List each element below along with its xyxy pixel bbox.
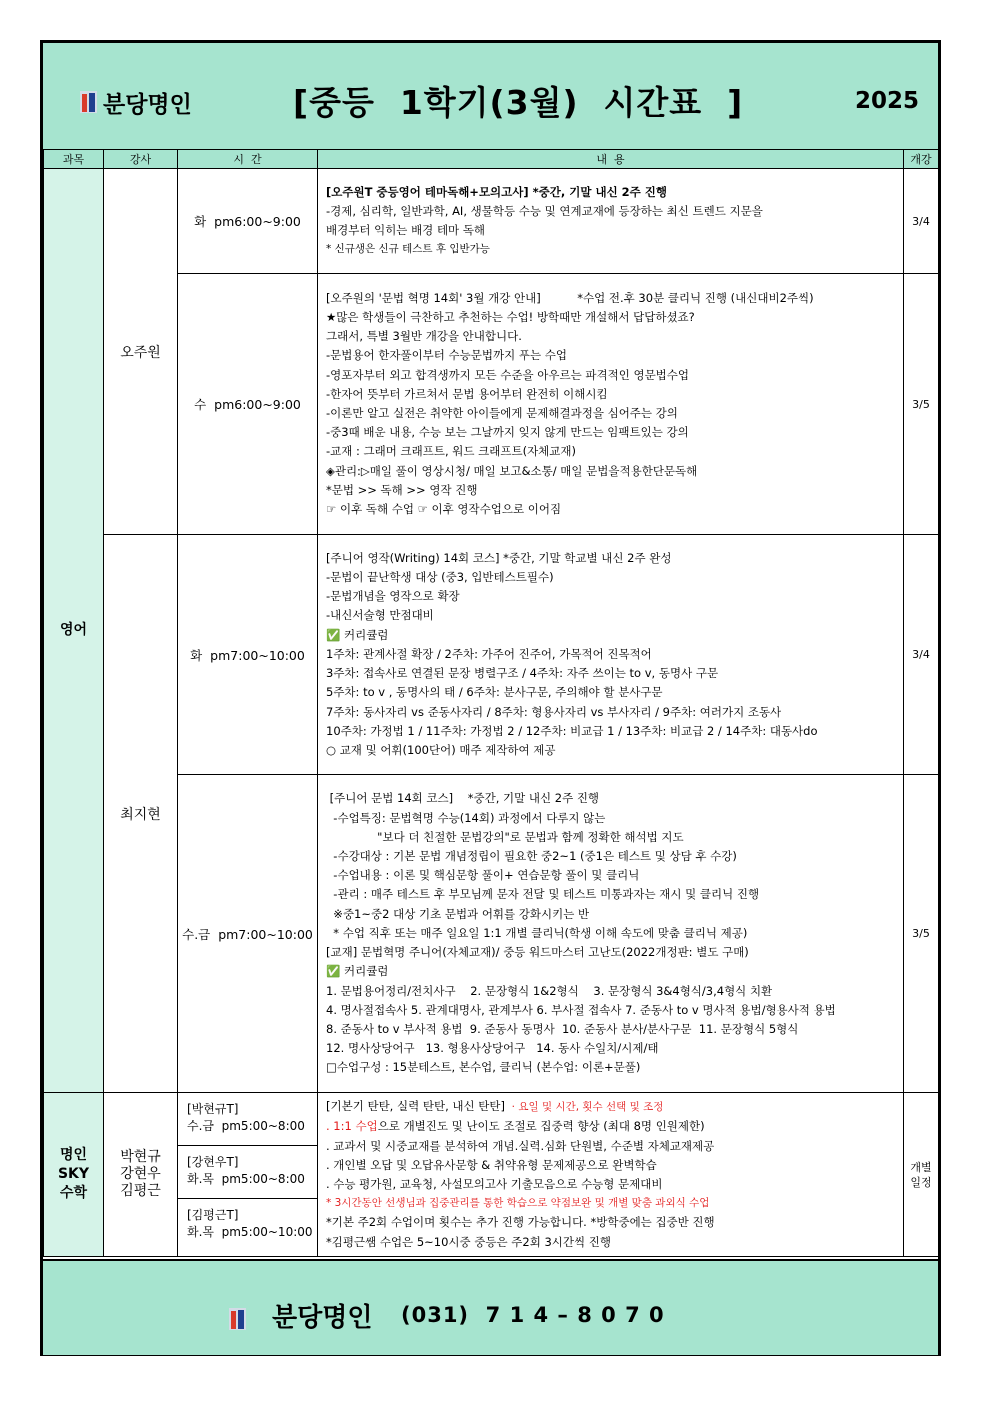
table-row	[44, 274, 939, 535]
page-title: [중등 1학기(3월) 시간표 ]	[293, 83, 744, 122]
start-date: 3/4	[904, 169, 939, 274]
page-header	[43, 43, 938, 151]
slot-time: 수.금 pm5:00~8:00	[187, 1119, 305, 1133]
col-header-start: 개강	[904, 150, 939, 169]
curriculum-line: 1. 문법용어정리/전치사구 2. 문장형식 1&2형식 3. 문장형식 3&4형식/3,4형식 치환	[326, 983, 773, 998]
page-footer	[43, 1259, 938, 1355]
slot-time: 화.목 pm5:00~8:00	[187, 1172, 305, 1186]
slot-time: 화.목 pm5:00~10:00	[187, 1225, 313, 1239]
course-title: [주니어 문법 14회 코스] *중간, 기말 내신 2주 진행	[326, 791, 600, 806]
description-line: *기본 주2회 수업이며 횟수는 추가 진행 가능합니다. *방학중에는 집중반 진행	[326, 1215, 715, 1230]
time-slot	[178, 1146, 317, 1199]
description-line: -영포자부터 외고 합격생까지 모든 수준을 아우르는 파격적인 영문법수업	[326, 367, 690, 382]
curriculum-line: 4. 명사절접속사 5. 관계대명사, 관계부사 6. 부사절 접속사 7. 준동사 to v 명사적 용법/형용사적 용법	[326, 1002, 836, 1017]
start-date: 3/5	[904, 274, 939, 535]
slot-teacher: [김평근T]	[187, 1208, 239, 1222]
curriculum-line: 8. 준동사 to v 부사적 용법 9. 준동사 동명사 10. 준동사 분사/분사구문 11. 문장형식 5형식	[326, 1021, 799, 1036]
description-line: *김평근쌤 수업은 5~10시중 중등은 주2회 3시간씩 진행	[326, 1234, 611, 1249]
subject-line: SKY	[57, 1166, 90, 1182]
academy-logo-icon	[80, 91, 97, 113]
class-time: 화 pm6:00~9:00	[178, 169, 318, 274]
table-row	[44, 169, 939, 274]
description-line: -문법용어 한자풀이부터 수능문법까지 푸는 수업	[326, 348, 567, 363]
description-line: "보다 더 친절한 문법강의"로 문법과 함께 정확한 해석법 지도	[326, 829, 684, 844]
course-title: [주니어 영작(Writing) 14회 코스] *중간, 기말 학교별 내신 2주 완성	[326, 550, 672, 565]
description-line: -수강대상 : 기본 문법 개념정립이 필요한 중2~1 (중1은 테스트 및 상담 후 수강)	[326, 849, 737, 864]
start-date: 3/4	[904, 535, 939, 775]
description-line: □수업구성 : 15분테스트, 본수업, 클리닉 (본수업: 이론+문풀)	[326, 1060, 641, 1075]
academy-logo-icon	[229, 1308, 246, 1330]
description-line: 그래서, 특별 3월반 개강을 안내합니다.	[326, 329, 522, 344]
description-line: -문법이 끝난학생 대상 (중3, 입반테스트필수)	[326, 570, 554, 585]
description-line: ※중1~중2 대상 기초 문법과 어휘를 강화시키는 반	[326, 906, 590, 921]
col-header-subject: 과목	[44, 150, 104, 169]
curriculum-heading: ✅ 커리큘럼	[326, 964, 389, 979]
curriculum-line: 12. 명사상당어구 13. 형용사상당어구 14. 동사 수일치/시제/태	[326, 1041, 659, 1056]
description-line: . 교과서 및 시중교재를 분석하여 개념.실력.심화 단원별, 수준별 자체교재제공	[326, 1138, 715, 1153]
col-header-content: 내 용	[318, 150, 904, 169]
teacher-choi-jihyun: 최지현	[104, 535, 178, 1093]
subject-line: 명인	[59, 1147, 88, 1163]
description-line: -한자어 뜻부터 가르쳐서 문법 용어부터 완전히 이해시킴	[326, 386, 608, 401]
description-line: *문법 >> 독해 >> 영작 진행	[326, 482, 478, 497]
phone-number: (031) 7 1 4 – 8 0 7 0	[401, 1303, 665, 1327]
time-slot	[178, 1093, 317, 1146]
description-line: -문법개념을 영작으로 확장	[326, 589, 460, 604]
curriculum-line: 5주차: to v , 동명사의 태 / 6주차: 분사구문, 주의해야 할 분사구문	[326, 685, 663, 700]
description-line: . 개인별 오답 및 오답유사문항 & 취약유형 문제제공으로 완벽학습	[326, 1157, 657, 1172]
course-title-line	[326, 1097, 895, 1117]
table-row	[44, 535, 939, 775]
math-teachers	[104, 1093, 178, 1257]
highlight-line: * 3시간동안 선생님과 집중관리를 통한 학습으로 약점보완 및 개별 맞춤 과외식 수업	[326, 1197, 710, 1210]
course-title: [기본기 탄탄, 실력 탄탄, 내신 탄탄]	[326, 1099, 505, 1114]
description-line: 배경부터 익히는 배경 테마 독해	[326, 223, 486, 237]
description-line: ☞ 이후 독해 수업 ☞ 이후 영작수업으로 이어짐	[326, 502, 562, 517]
description-line	[326, 1117, 895, 1136]
subject-math	[44, 1093, 104, 1257]
curriculum-line: 7주차: 동사자리 vs 준동사자리 / 8주차: 형용사자리 vs 부사자리 / 9주차: 여러가지 조동사	[326, 704, 782, 719]
description-line: -경제, 심리학, 일반과학, AI, 생물학등 수능 및 연계교재에 등장하는 최신 트렌드 지문을	[326, 203, 763, 218]
start-line: 일정	[910, 1175, 932, 1189]
subject-line: 수학	[59, 1185, 88, 1201]
description-text: 으로 개별진도 및 난이도 조절로 집중력 향상 (최대 8명 인원제한)	[377, 1119, 705, 1134]
slot-teacher: [박현규T]	[187, 1102, 239, 1116]
description-line: -수업특징: 문법혁명 수능(14회) 과정에서 다루지 않는	[326, 810, 606, 825]
teacher-name: 김평근	[120, 1183, 161, 1199]
description-line: -중3때 배운 내용, 수능 보는 그날까지 잊지 않게 만드는 임팩트있는 강의	[326, 425, 689, 440]
year: 2025	[855, 88, 920, 114]
description-line: ○ 교재 및 어휘(100단어) 매주 제작하여 제공	[326, 742, 556, 757]
description-line: -이론만 알고 실전은 취약한 아이들에게 문제해결과정을 심어주는 강의	[326, 406, 678, 420]
class-time: 수 pm6:00~9:00	[178, 274, 318, 535]
brand-name: 분당명인	[103, 92, 192, 118]
timetable-frame	[40, 40, 941, 1356]
course-title: [오주원T 중등영어 테마독해+모의고사] *중간, 기말 내신 2주 진행	[326, 184, 668, 199]
curriculum-line: 10주차: 가정법 1 / 11주차: 가정법 2 / 12주차: 비교급 1 / 13주차: 비교급 2 / 14주차: 대동사do	[326, 723, 818, 738]
teacher-name: 박현규	[120, 1149, 161, 1165]
description-line: -내신서술형 만점대비	[326, 608, 434, 623]
curriculum-line: 3주차: 접속사로 연결된 문장 병렬구조 / 4주차: 자주 쓰이는 to v, 동명사 구문	[326, 666, 719, 681]
footer-brand: 분당명인	[272, 1303, 373, 1333]
teacher-oh-juwon: 오주원	[104, 169, 178, 535]
table-row	[44, 1093, 939, 1257]
col-header-teacher: 강사	[104, 150, 178, 169]
table-row	[44, 775, 939, 1093]
description-line: -관리 : 매주 테스트 후 부모님께 문자 전달 및 테스트 미통과자는 재시 및 클리닉 진행	[326, 887, 760, 902]
description-line: ◈관리:▷매일 풀이 영상시청/ 매일 보고&소통/ 매일 문법을적용한단문독해	[326, 463, 698, 478]
textbook-line: [교재] 문법혁명 주니어(자체교재)/ 중등 워드마스터 고난도(2022개정판: 별도 구매)	[326, 945, 749, 960]
description-line: ★많은 학생들이 극찬하고 추천하는 수업! 방학때만 개설해서 답답하셨죠?	[326, 309, 695, 324]
class-description	[318, 1093, 904, 1257]
col-header-time: 시 간	[178, 150, 318, 169]
class-description	[318, 169, 904, 274]
description-note: * 신규생은 신규 테스트 후 입반가능	[326, 243, 490, 256]
teacher-name: 강현우	[120, 1166, 161, 1182]
table-header-row	[44, 150, 939, 169]
time-slot	[178, 1199, 317, 1252]
class-description	[318, 535, 904, 775]
curriculum-line: 1주차: 관계사절 확장 / 2주차: 가주어 진주어, 가목적어 진목적어	[326, 646, 652, 661]
class-description	[318, 775, 904, 1093]
course-title: [오주원의 '문법 혁명 14회' 3월 개강 안내] *수업 전.후 30분 클리닉 진행 (내신대비2주씩)	[326, 290, 814, 305]
class-time: 수.금 pm7:00~10:00	[178, 775, 318, 1093]
class-time: 화 pm7:00~10:00	[178, 535, 318, 775]
schedule-table	[43, 149, 939, 1257]
slot-teacher: [강현우T]	[187, 1155, 239, 1169]
start-date	[904, 1093, 939, 1257]
curriculum-heading: ✅ 커리큘럼	[326, 627, 389, 642]
description-line: -교재 : 그래머 크래프트, 워드 크래프트(자체교재)	[326, 444, 576, 459]
class-description	[318, 274, 904, 535]
description-line: * 수업 직후 또는 매주 일요일 1:1 개별 클리닉(학생 이해 속도에 맞춤 클리닉 제공)	[326, 925, 748, 940]
schedule-note: · 요일 및 시간, 횟수 선택 및 조정	[504, 1101, 664, 1114]
math-time-slots	[178, 1093, 318, 1257]
start-date: 3/5	[904, 775, 939, 1093]
description-line: . 수능 평가원, 교육청, 사설모의고사 기출모음으로 수능형 문제대비	[326, 1177, 663, 1191]
description-line: -수업내용 : 이론 및 핵심문항 풀이+ 연습문항 풀이 및 클리닉	[326, 868, 640, 883]
highlight-text: . 1:1 수업	[326, 1119, 378, 1134]
subject-english: 영어	[44, 169, 104, 1093]
start-line: 개별	[910, 1160, 932, 1174]
